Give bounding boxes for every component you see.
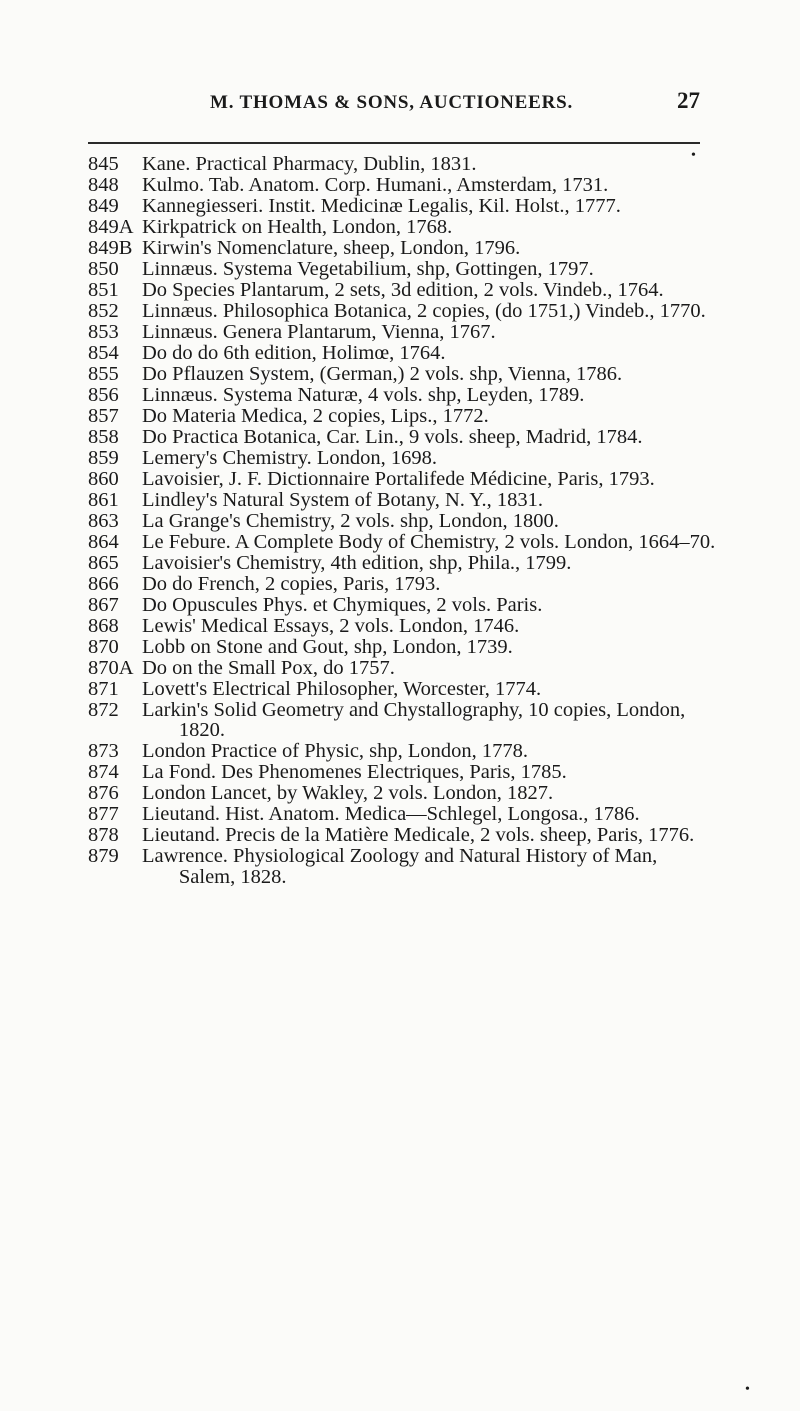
lot-description: Lovett's Electrical Philosopher, Worcester, 1774. [142,677,542,700]
lot-entry [88,762,718,783]
lot-entry [88,511,718,532]
lot-number: 870A [88,656,134,679]
lot-description: Larkin's Solid Geometry and Chystallography, 10 copies, London, 1820. [142,698,686,742]
lot-description: Linnæus. Genera Plantarum, Vienna, 1767. [142,320,496,343]
lot-entry [88,301,718,322]
lot-number: 879 [88,845,119,868]
lot-description: Do do French, 2 copies, Paris, 1793. [142,572,441,595]
lot-number: 851 [88,278,119,301]
lot-description: Kirkpatrick on Health, London, 1768. [142,215,453,238]
lot-entry [88,574,718,595]
lot-entry [88,825,718,846]
lot-description: Lewis' Medical Essays, 2 vols. London, 1746. [142,614,520,637]
lot-number: 845 [88,153,119,175]
lot-entry [88,658,718,679]
lot-entry [88,490,718,511]
lot-entry [88,804,718,825]
lot-entry [88,700,718,741]
lot-entry [88,364,718,385]
lot-description: Lindley's Natural System of Botany, N. Y., 1831. [142,488,543,511]
lot-description: Linnæus. Systema Vegetabilium, shp, Gottingen, 1797. [142,257,594,280]
lot-description: Do Pflauzen System, (German,) 2 vols. shp, Vienna, 1786. [142,362,623,385]
lot-number: 876 [88,782,119,805]
lot-number: 853 [88,320,119,343]
lot-number: 871 [88,677,119,700]
lot-number: 872 [88,698,119,721]
lot-number: 852 [88,299,119,322]
lot-entry [88,280,718,301]
running-head: M. THOMAS & SONS, AUCTIONEERS. [210,92,574,113]
lot-number: 864 [88,530,119,553]
lot-description: Kannegiesseri. Instit. Medicinæ Legalis, Kil. Holst., 1777. [142,194,621,217]
lot-number: 857 [88,404,119,427]
ink-speck: • [691,148,696,163]
lot-description: Do Opuscules Phys. et Chymiques, 2 vols. Paris. [142,593,543,616]
lot-entry [88,532,718,553]
lot-entry [88,448,718,469]
lot-entry [88,196,718,217]
page-number: 27 [677,88,700,113]
lot-description: La Fond. Des Phenomenes Electriques, Paris, 1785. [142,761,567,784]
lot-entry [88,595,718,616]
lot-entry [88,616,718,637]
lot-entry [88,385,718,406]
lot-entry [88,846,718,887]
lot-description: Lemery's Chemistry. London, 1698. [142,446,438,469]
lot-description: Lawrence. Physiological Zoology and Natural History of Man, Salem, 1828. [142,845,658,888]
lot-entry [88,175,718,196]
lot-entry [88,406,718,427]
lot-description: Lavoisier, J. F. Dictionnaire Portalifede Médicine, Paris, 1793. [142,467,655,490]
lot-entry [88,259,718,280]
lot-number: 867 [88,593,119,616]
lot-description: London Practice of Physic, shp, London, 1778. [142,740,529,763]
lot-description: Linnæus. Philosophica Botanica, 2 copies, (do 1751,) Vindeb., 1770. [142,299,706,322]
lot-entry [88,343,718,364]
lot-number: 855 [88,362,119,385]
lot-number: 858 [88,425,119,448]
lot-entry [88,679,718,700]
lot-description: Do Practica Botanica, Car. Lin., 9 vols. sheep, Madrid, 1784. [142,425,643,448]
lot-description: Kulmo. Tab. Anatom. Corp. Humani., Amsterdam, 1731. [142,173,609,196]
lot-entry [88,469,718,490]
lot-number: 860 [88,467,119,490]
lot-description: Lieutand. Precis de la Matière Medicale, 2 vols. sheep, Paris, 1776. [142,824,695,847]
lot-number: 861 [88,488,119,511]
lot-number: 873 [88,740,119,763]
lot-entry [88,322,718,343]
header-rule [88,142,700,144]
lot-number: 863 [88,509,119,532]
lot-description: Linnæus. Systema Naturæ, 4 vols. shp, Leyden, 1789. [142,383,585,406]
lot-number: 865 [88,551,119,574]
lot-number: 868 [88,614,119,637]
lot-description: Do on the Small Pox, do 1757. [142,656,395,679]
lot-number: 849A [88,215,134,238]
lot-list [88,154,718,888]
ink-speck: • [745,1382,750,1397]
lot-number: 850 [88,257,119,280]
lot-description: Do do do 6th edition, Holimœ, 1764. [142,341,446,364]
lot-description: La Grange's Chemistry, 2 vols. shp, London, 1800. [142,509,559,532]
lot-number: 870 [88,635,119,658]
lot-number: 856 [88,383,119,406]
lot-description: Lieutand. Hist. Anatom. Medica—Schlegel, Longosa., 1786. [142,803,640,826]
lot-description: Lobb on Stone and Gout, shp, London, 1739. [142,635,513,658]
lot-number: 878 [88,824,119,847]
lot-entry [88,783,718,804]
lot-description: Le Febure. A Complete Body of Chemistry, 2 vols. London, 1664–70. [142,530,716,553]
lot-number: 859 [88,446,119,469]
lot-description: Lavoisier's Chemistry, 4th edition, shp, Phila., 1799. [142,551,572,574]
lot-number: 848 [88,173,119,196]
page-header [0,82,800,122]
lot-entry [88,238,718,259]
lot-entry [88,553,718,574]
lot-number: 866 [88,572,119,595]
lot-description: London Lancet, by Wakley, 2 vols. London, 1827. [142,782,554,805]
lot-entry [88,217,718,238]
lot-number: 854 [88,341,119,364]
lot-entry [88,741,718,762]
lot-description: Do Materia Medica, 2 copies, Lips., 1772. [142,404,489,427]
lot-number: 874 [88,761,119,784]
lot-number: 849B [88,236,133,259]
lot-number: 877 [88,803,119,826]
lot-entry [88,637,718,658]
lot-number: 849 [88,194,119,217]
lot-entry [88,154,718,175]
lot-description: Kirwin's Nomenclature, sheep, London, 1796. [142,236,521,259]
lot-description: Kane. Practical Pharmacy, Dublin, 1831. [142,153,477,175]
lot-entry [88,427,718,448]
lot-description: Do Species Plantarum, 2 sets, 3d edition, 2 vols. Vindeb., 1764. [142,278,664,301]
